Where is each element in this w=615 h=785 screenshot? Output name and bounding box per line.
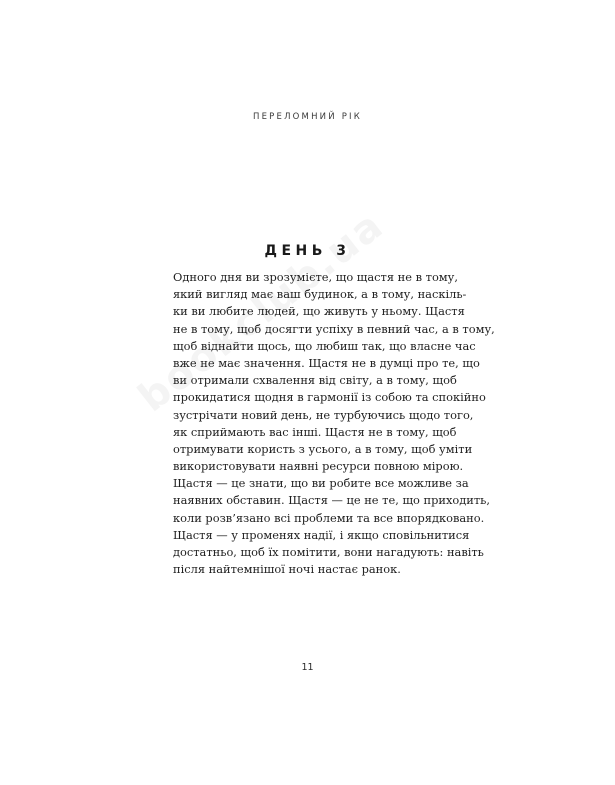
text-line: не в тому, щоб досягти успіху в певний час, а в тому, — [173, 321, 495, 336]
text-line: прокидатися щодня в гармонії із собою та спокійно — [173, 390, 486, 405]
body-paragraph — [173, 269, 495, 578]
text-line: наявних обставин. Щастя — це не те, що приходить, — [173, 493, 491, 508]
text-line: після найтемнішої ночі настає ранок. — [173, 562, 401, 577]
text-line: коли розв’язано всі проблеми та все впорядковано. — [173, 510, 485, 525]
text-line: як сприймають вас інші. Щастя не в тому, щоб — [173, 424, 457, 439]
text-line: використовувати наявні ресурси повною мірою. — [173, 459, 464, 474]
text-line: достатньо, щоб їх помітити, вони нагадують: навіть — [173, 545, 484, 559]
text-line: Одного дня ви зрозумієте, що щастя не в тому, — [173, 270, 458, 284]
text-line: вже не має значення. Щастя не в думці про те, що — [173, 355, 480, 370]
page-number: 11 — [301, 662, 314, 673]
text-line: ки ви любите людей, що живуть у ньому. Щастя — [173, 304, 465, 319]
text-line: зустрічати новий день, не турбуючись щодо того, — [173, 407, 474, 422]
text-line: Щастя — у променях надії, і якщо сповільнитися — [173, 527, 470, 542]
text-line: ви отримали схвалення від світу, а в тому, щоб — [173, 373, 457, 388]
text-line: Щастя — це знати, що ви робите все можливе за — [173, 476, 469, 491]
text-line: який вигляд має ваш будинок, а в тому, наскіль- — [173, 287, 467, 302]
chapter-title: ДЕНЬ 3 — [264, 243, 351, 259]
text-line: отримувати користь з усього, а в тому, щоб уміти — [173, 441, 473, 456]
running-header: ПЕРЕЛОМНИЙ РІК — [253, 112, 362, 122]
text-line: щоб віднайти щось, що любиш так, що власне час — [173, 338, 476, 353]
